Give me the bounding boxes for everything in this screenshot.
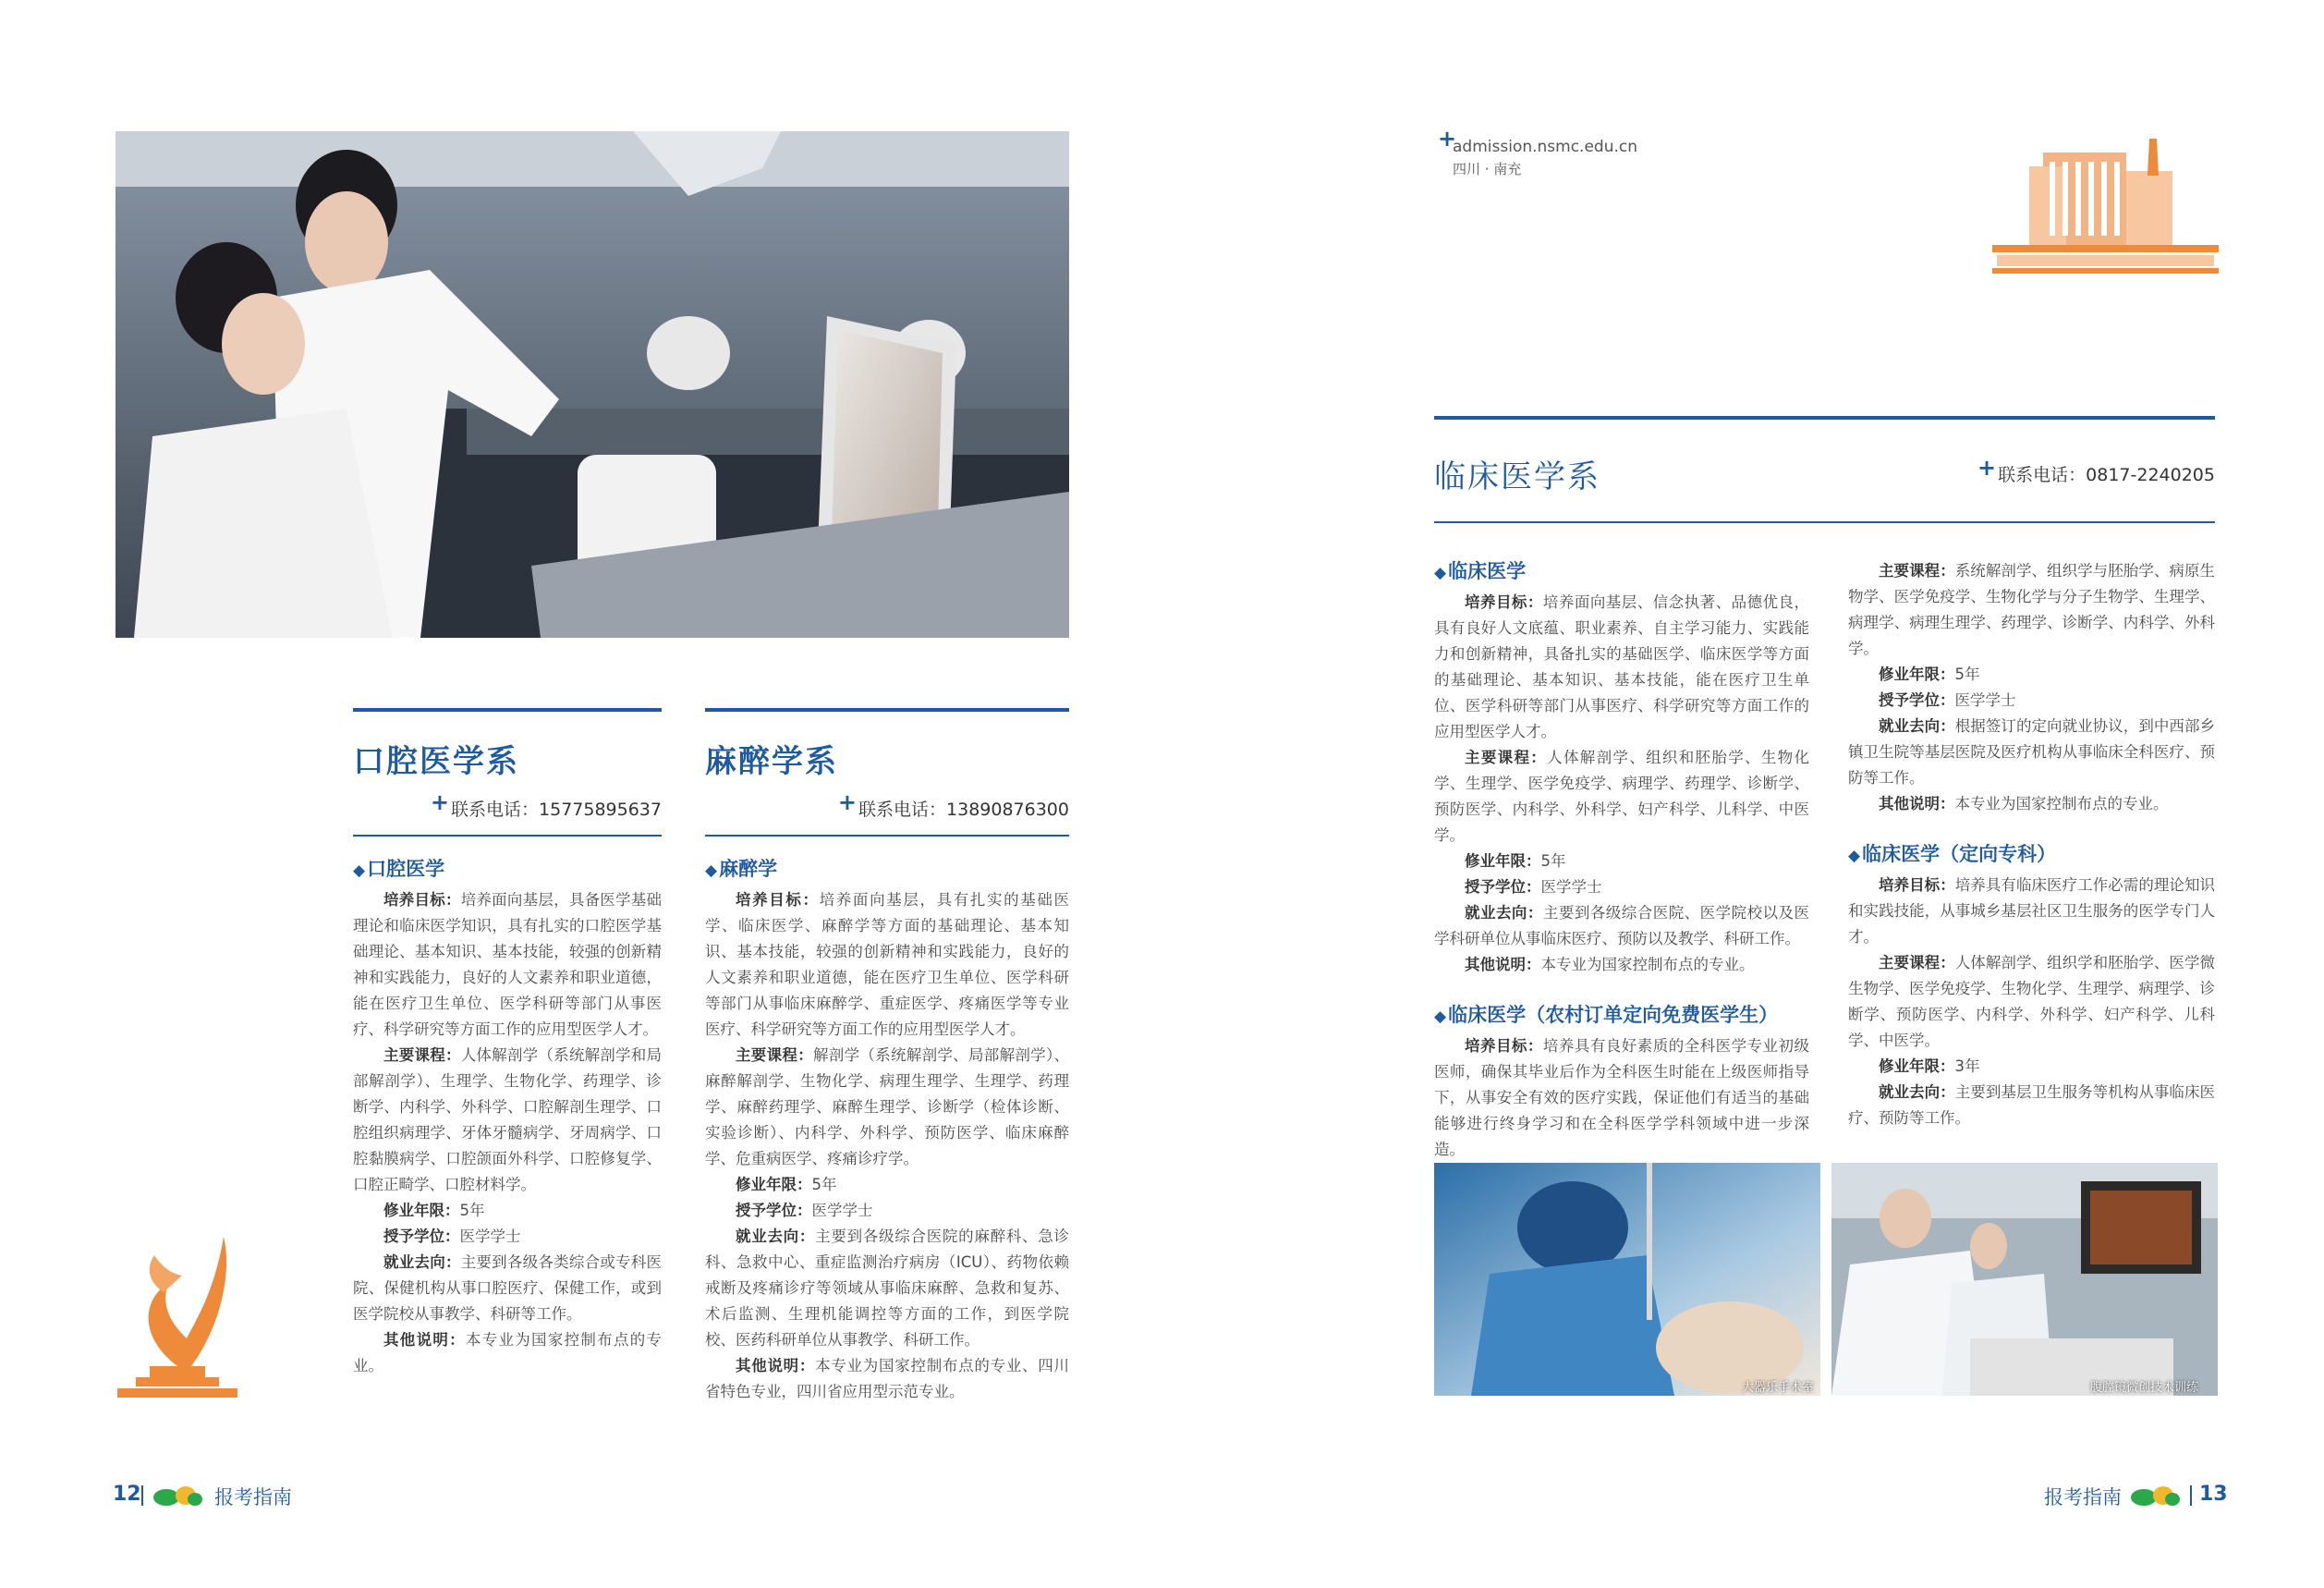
surgery-photo [1434,1163,1820,1396]
plus-icon: + [837,789,858,815]
degree: 授予学位：医学学士 [1879,691,2016,709]
major-heading: ◆临床医学（定向专科） [1848,843,2057,865]
header-location: 四川 · 南充 [1453,161,1522,177]
major-heading: ◆临床医学（农村订单定向免费医学生） [1434,1004,1779,1026]
anesthesia-top-rule [705,708,1069,712]
dental-lab-photo [116,131,1069,638]
footer-divider [2190,1485,2192,1506]
header-url: admission.nsmc.edu.cn [1453,138,1637,156]
spacer [1434,978,1809,1002]
stomatology-bottom-rule [353,835,662,837]
stomatology-top-rule [353,708,662,712]
training-goal: 培养目标：培养具有临床医疗工作必需的理论知识和实践技能，从事城乡基层社区卫生服务的医学专门人才。 [1848,876,2216,946]
sculpture-logo-icon [113,1218,242,1403]
plus-icon: + [430,789,450,815]
clinical-right-content [1848,558,2215,1131]
diamond-icon: ◆ [1848,847,1861,865]
degree: 授予学位：医学学士 [383,1228,521,1245]
clinical-top-rule [1434,416,2215,420]
campus-building-icon [1992,139,2219,275]
leaf-logo-icon [152,1484,203,1509]
major-heading: ◆临床医学 [1434,560,1527,582]
plus-icon: + [1977,455,1997,481]
surgery-caption: 大器乐手术室 [1742,1381,1815,1395]
clinical-phone: + 联系电话：0817-2240205 [1977,455,2215,485]
other-notes: 其他说明：本专业为国家控制布点的专业。 [353,1331,662,1374]
laparoscopy-photo [1831,1163,2218,1396]
study-years: 修业年限：5年 [1465,852,1566,870]
career: 就业去向：主要到基层卫生服务等机构从事临床医疗、预防等工作。 [1848,1083,2216,1127]
diamond-icon: ◆ [705,861,718,880]
major-heading: ◆口腔医学 [353,858,445,880]
other-notes: 其他说明：本专业为国家控制布点的专业。 [1879,795,2169,812]
page-number-left: 12 [113,1483,141,1506]
other-notes: 其他说明：本专业为国家控制布点的专业、四川省特色专业，四川省应用型示范专业。 [705,1357,1070,1400]
major-heading: ◆麻醉学 [705,858,778,880]
footer-divider [141,1485,143,1506]
leaf-logo-icon [2130,1484,2181,1509]
career: 就业去向：主要到各级综合医院、医学院校以及医学科研单位从事临床医疗、预防以及教学、科研工作。 [1434,904,1810,947]
study-years: 修业年限：5年 [383,1202,485,1219]
training-goal: 培养目标：培养面向基层，具有扎实的基础医学、临床医学、麻醉学等方面的基础理论、基本知识、基本技能，较强的创新精神和实践能力，良好的人文素养和职业道德，能在医疗卫生单位、医学科研等部门从事临床麻醉学、重症医学、疼痛医学等专业医疗、科学研究等方面工作的应用型医学人才。 [705,891,1070,1038]
main-courses: 主要课程：人体解剖学、组织学和胚胎学、医学微生物学、医学免疫学、生物化学、生理学、病理学、诊断学、预防医学、内科学、外科学、妇产科学、儿科学、中医学。 [1848,954,2216,1049]
stomatology-phone: + 联系电话：15775895637 [430,789,662,820]
footer-guide-left: 报考指南 [214,1486,292,1509]
main-courses: 主要课程：系统解剖学、组织学与胚胎学、病原生物学、医学免疫学、生物化学与分子生物学、生理学、病理学、病理生理学、药理学、诊断学、内科学、外科学。 [1848,562,2216,657]
anesthesia-content [705,856,1069,1405]
other-notes: 其他说明：本专业为国家控制布点的专业。 [1465,956,1755,973]
degree: 授予学位：医学学士 [736,1202,873,1219]
laparoscopy-caption: 腹腔镜微创技术训练 [2090,1381,2199,1395]
clinical-title: 临床医学系 [1434,458,1600,495]
anesthesia-title: 麻醉学系 [705,743,838,780]
study-years: 修业年限：5年 [1879,666,1980,683]
career: 就业去向：主要到各级综合医院的麻醉科、急诊科、急救中心、重症监测治疗病房（ICU）、药物依赖戒断及疼痛诊疗等领域从事临床麻醉、急救和复苏、术后监测、生理机能调控等方面的工作，到医学院校、医药科研单位从事教学、科研工作。 [705,1228,1070,1349]
main-courses: 主要课程：解剖学（系统解剖学、局部解剖学）、麻醉解剖学、生物化学、病理生理学、生理学、药理学、麻醉药理学、麻醉生理学、诊断学（检体诊断、实验诊断）、内科学、外科学、预防医学、临床麻醉学、危重病医学、疼痛诊疗学。 [705,1046,1070,1167]
study-years: 修业年限：5年 [736,1176,837,1193]
training-goal: 培养目标：培养具有良好素质的全科医学专业初级医师，确保其毕业后作为全科医生时能在上级医师指导下，从事安全有效的医疗实践，保证他们有适当的基础能够进行终身学习和在全科医学学科领域中进一步深造。 [1434,1037,1810,1158]
footer-guide-right: 报考指南 [2044,1486,2122,1509]
training-goal: 培养目标：培养面向基层，具备医学基础理论和临床医学知识，具有扎实的口腔医学基础理论、基本知识、基本技能，较强的创新精神和实践能力，良好的人文素养和职业道德，能在医疗卫生单位、医学科研等部门从事医疗、科学研究等方面工作的应用型医学人才。 [353,891,663,1038]
spacer [1848,817,2215,841]
diamond-icon: ◆ [1434,564,1447,582]
clinical-bottom-rule [1434,521,2215,523]
stomatology-content [353,856,662,1379]
stomatology-title: 口腔医学系 [353,743,519,780]
diamond-icon: ◆ [1434,1008,1447,1026]
career: 就业去向：根据签订的定向就业协议，到中西部乡镇卫生院等基层医院及医疗机构从事临床全科医疗、预防等工作。 [1848,717,2216,787]
clinical-left-content [1434,558,1809,1163]
degree: 授予学位：医学学士 [1465,878,1602,896]
study-years: 修业年限：3年 [1879,1057,1980,1075]
diamond-icon: ◆ [353,861,366,880]
page-number-right: 13 [2199,1483,2228,1506]
anesthesia-phone: + 联系电话：13890876300 [837,789,1069,820]
header-plus-icon: + [1438,126,1457,152]
main-courses: 主要课程：人体解剖学（系统解剖学和局部解剖学）、生理学、生物化学、药理学、诊断学、内科学、外科学、口腔解剖生理学、口腔组织病理学、牙体牙髓病学、牙周病学、口腔黏膜病学、口腔颌面外科学、口腔修复学、口腔正畸学、口腔材料学。 [353,1046,663,1193]
anesthesia-bottom-rule [705,835,1069,837]
career: 就业去向：主要到各级各类综合或专科医院、保健机构从事口腔医疗、保健工作，或到医学院校从事教学、科研等工作。 [353,1253,663,1323]
training-goal: 培养目标：培养面向基层、信念执著、品德优良，具有良好人文底蕴、职业素养、自主学习能力、实践能力和创新精神，具备扎实的基础医学、临床医学等方面的基础理论、基本知识、基本技能，能在医疗卫生单位、医学科研等部门从事医疗、科学研究等方面工作的应用型医学人才。 [1434,593,1810,740]
main-courses: 主要课程：人体解剖学、组织和胚胎学、生物化学、生理学、医学免疫学、病理学、药理学、诊断学、预防医学、内科学、外科学、妇产科学、儿科学、中医学。 [1434,749,1809,844]
